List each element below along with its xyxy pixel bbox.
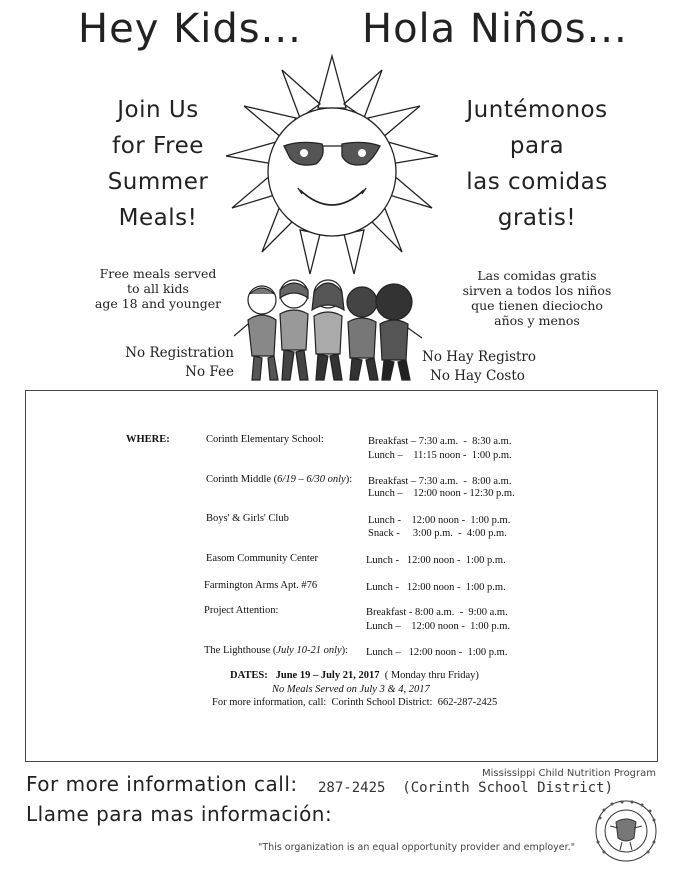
- left-subtext: [88, 266, 228, 311]
- site-time: Lunch - 12:00 noon - 1:00 p.m.: [366, 582, 506, 593]
- site-time: Lunch - 12:00 noon - 1:00 p.m.: [366, 555, 506, 566]
- where-label: WHERE:: [126, 434, 170, 445]
- schedule-more-info: For more information, call: Corinth School District: 662-287-2425: [212, 697, 498, 708]
- left-sub-line: Free meals served: [99, 266, 217, 281]
- site-name: Boys' & Girls' Club: [206, 513, 289, 524]
- site-note: 6/19 – 6/30 only: [277, 474, 346, 485]
- site-name-suffix: ):: [341, 645, 349, 656]
- left-title-line: Summer: [107, 169, 209, 195]
- dates-label: DATES:: [230, 670, 268, 681]
- left-reg-line: No Fee: [185, 364, 234, 380]
- right-sub-line: que tienen dieciocho: [471, 298, 603, 313]
- site-time: Breakfast - 8:00 a.m. - 9:00 a.m.: [366, 607, 508, 618]
- site-name: Farmington Arms Apt. #76: [204, 580, 318, 591]
- site-name-suffix: ):: [345, 474, 353, 485]
- right-subtext: [452, 268, 622, 328]
- right-title-line: Juntémonos: [466, 97, 608, 123]
- bottom-handwritten-phone: 287-2425 (Corinth School District): [318, 780, 614, 796]
- headline-english: Hey Kids...: [78, 6, 302, 52]
- site-time: Lunch – 12:00 noon - 12:30 p.m.: [368, 488, 515, 499]
- site-name-text: The Lighthouse (: [204, 645, 277, 656]
- dates-days: ( Monday thru Friday): [384, 670, 479, 681]
- site-name: [206, 474, 352, 485]
- bottom-english-label: For more information call:: [26, 772, 298, 796]
- site-time: Lunch – 12:00 noon - 1:00 p.m.: [366, 647, 508, 658]
- sun-illustration: [222, 48, 442, 298]
- dates-value: June 19 – July 21, 2017: [275, 670, 380, 681]
- right-registration: [422, 348, 536, 386]
- site-name: Easom Community Center: [206, 553, 318, 564]
- headline-spanish: Hola Niños...: [362, 6, 628, 52]
- left-title: [88, 92, 228, 236]
- site-name: Corinth Elementary School:: [206, 434, 324, 445]
- site-name: Project Attention:: [204, 605, 279, 616]
- site-name: [204, 645, 348, 656]
- site-time: Snack - 3:00 p.m. - 4:00 p.m.: [368, 528, 507, 539]
- kids-illustration: [228, 276, 424, 386]
- site-time: Lunch - 12:00 noon - 1:00 p.m.: [368, 515, 511, 526]
- dates-line: [230, 670, 479, 681]
- right-sub-line: sirven a todos los niños: [462, 283, 612, 298]
- site-name-text: Corinth Middle (: [206, 474, 278, 485]
- left-reg-line: No Registration: [125, 345, 234, 361]
- right-reg-line: No Hay Costo: [430, 368, 525, 384]
- right-title-line: para: [509, 133, 565, 159]
- right-title-line: las comidas: [466, 169, 608, 195]
- left-sub-line: age 18 and younger: [94, 296, 222, 311]
- right-title-line: gratis!: [497, 205, 577, 231]
- equal-opportunity-statement: "This organization is an equal opportunity provider and employer.": [258, 842, 576, 853]
- site-time: Lunch – 12:00 noon - 1:00 p.m.: [366, 621, 511, 632]
- left-title-line: for Free: [112, 133, 204, 159]
- site-time: Breakfast – 7:30 a.m. - 8:30 a.m.: [368, 436, 512, 447]
- right-sub-line: años y menos: [494, 313, 580, 328]
- site-time: Breakfast – 7:30 a.m. - 8:00 a.m.: [368, 476, 512, 487]
- no-meals-note: No Meals Served on July 3 & 4, 2017: [272, 684, 430, 695]
- right-title: [452, 92, 622, 236]
- right-sub-line: Las comidas gratis: [477, 268, 597, 283]
- site-note: July 10-21 only: [276, 645, 342, 656]
- site-time: Lunch – 11:15 noon - 1:00 p.m.: [368, 450, 512, 461]
- left-title-line: Meals!: [118, 205, 198, 231]
- department-seal: [588, 798, 664, 864]
- program-name: Mississippi Child Nutrition Program: [482, 768, 657, 779]
- left-sub-line: to all kids: [127, 281, 189, 296]
- left-registration: [124, 344, 234, 382]
- bottom-spanish-label: Llame para mas información:: [26, 802, 333, 826]
- left-title-line: Join Us: [117, 97, 199, 123]
- right-reg-line: No Hay Registro: [422, 349, 537, 365]
